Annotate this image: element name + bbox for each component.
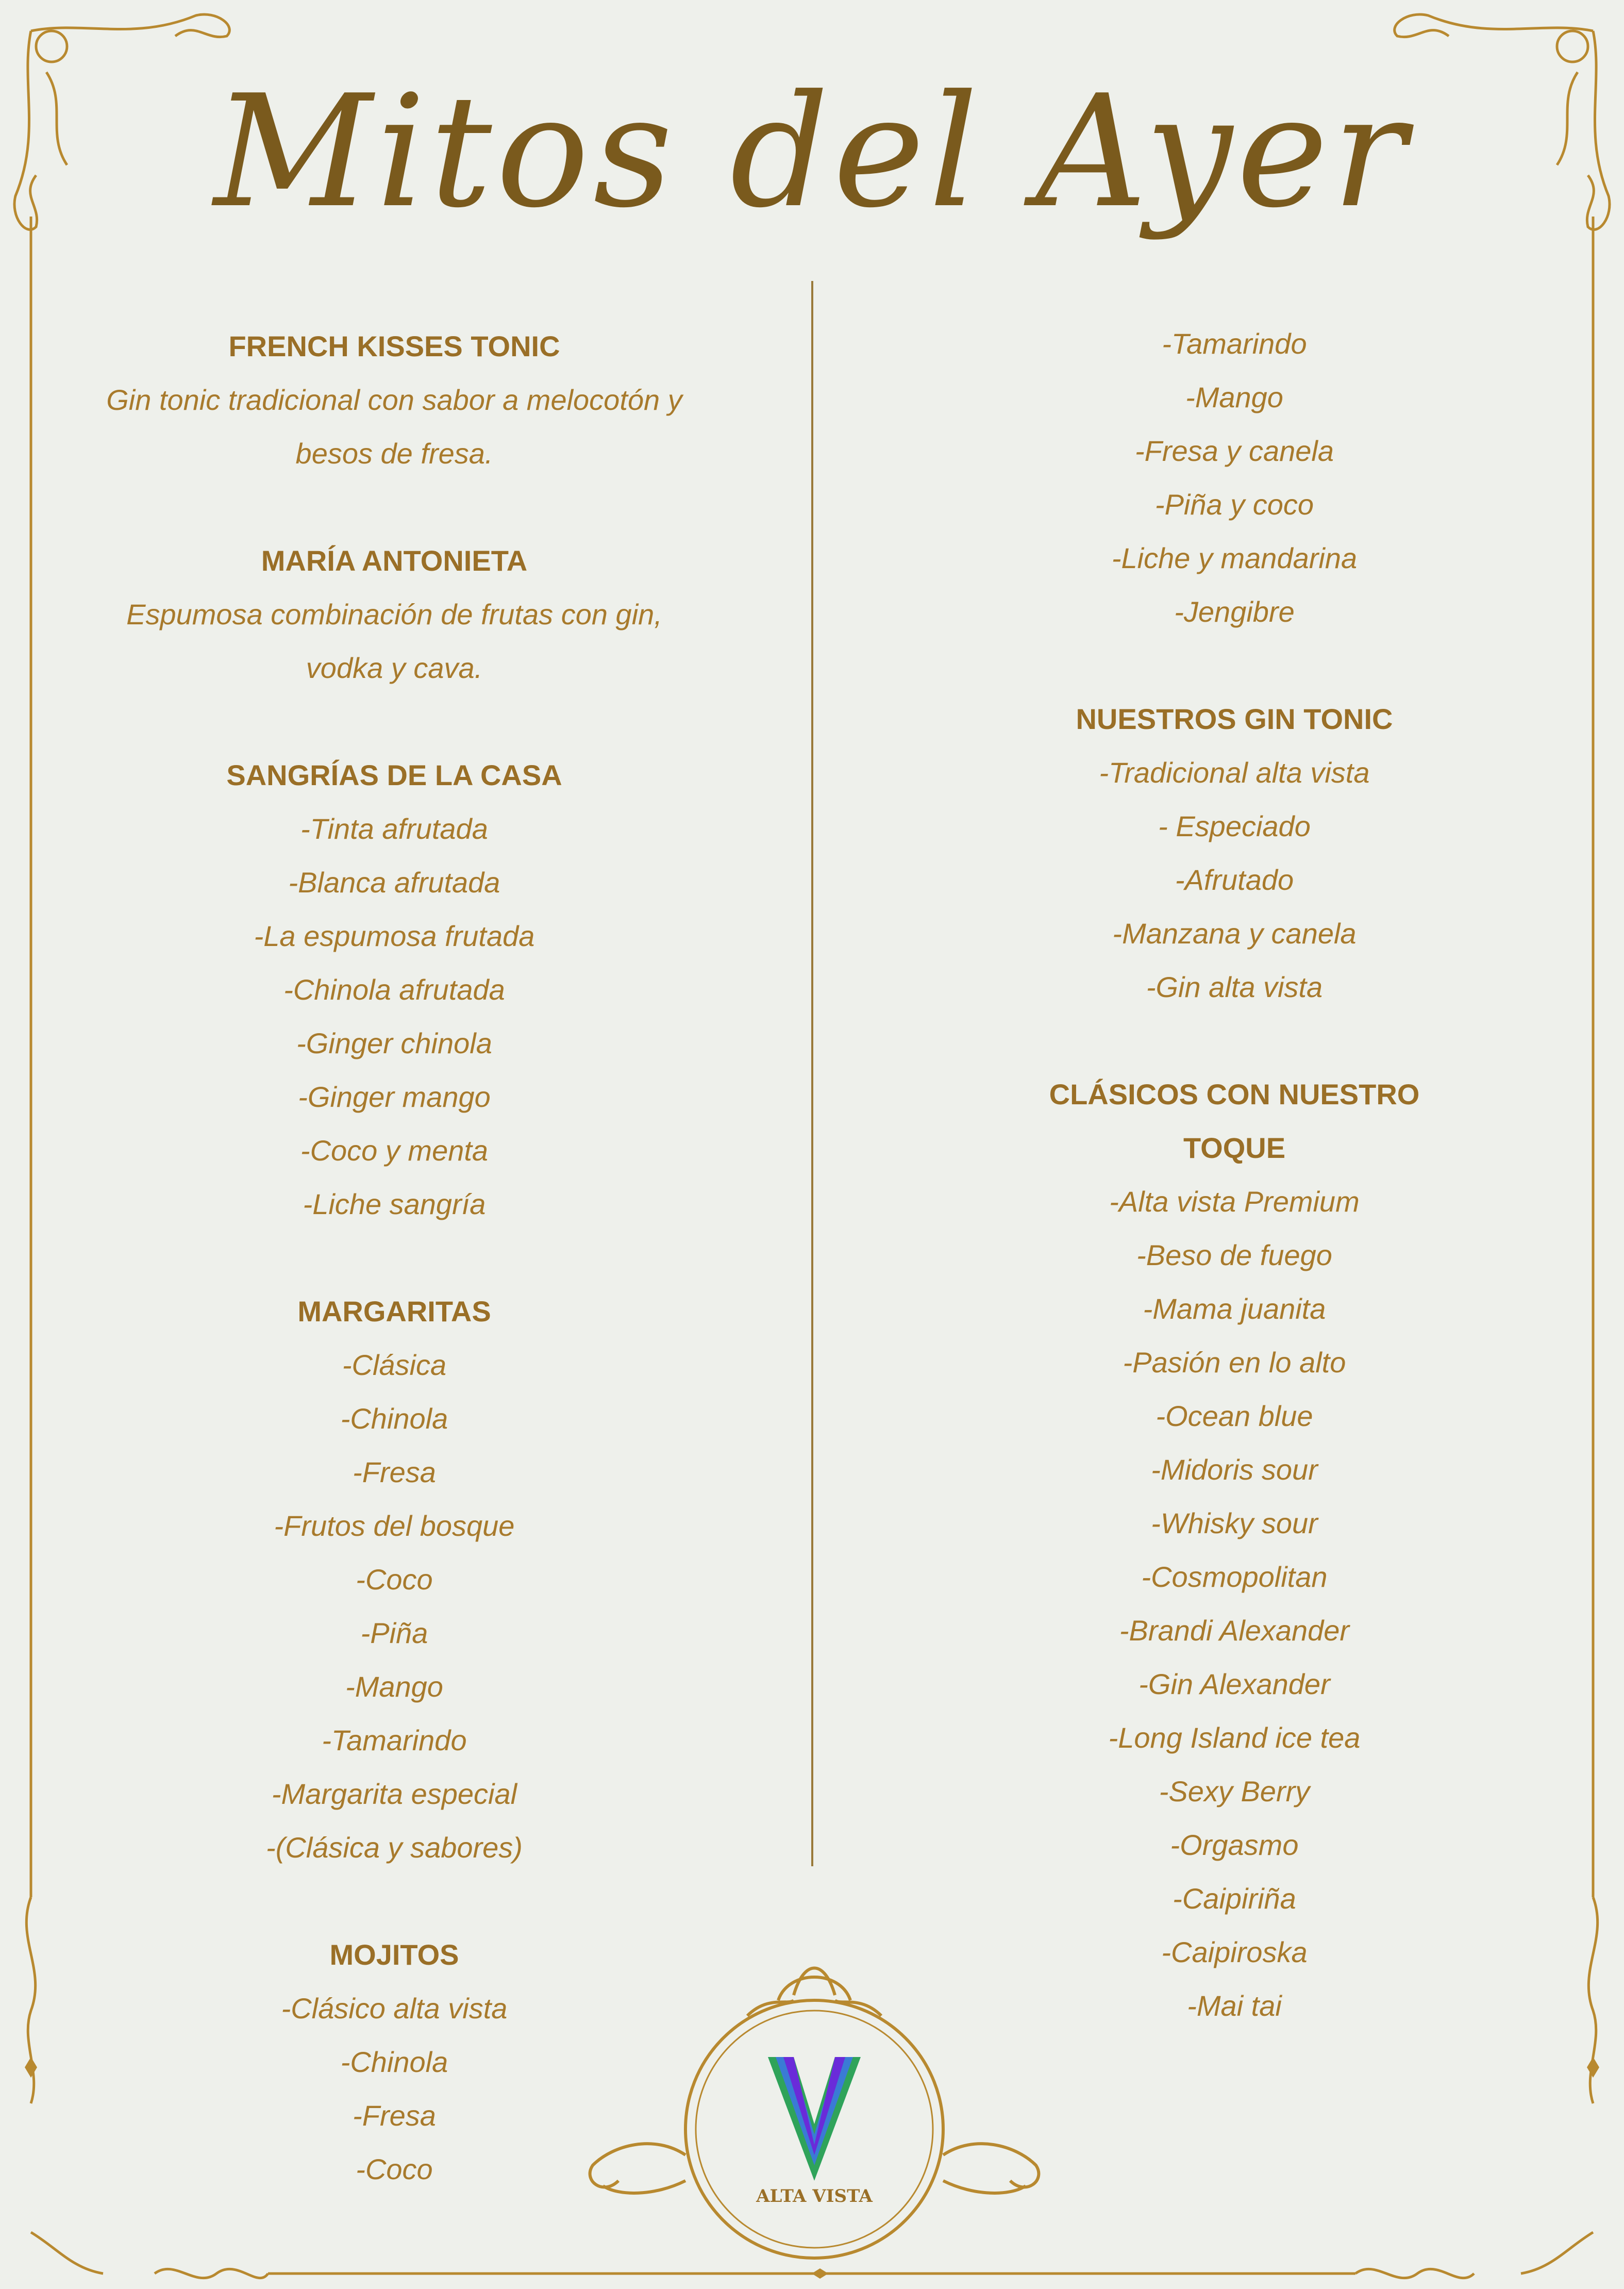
menu-item: -Piña y coco (1154, 488, 1314, 521)
menu-item: -Caipiriña (1173, 1882, 1296, 1915)
section-description: Espumosa combinación de frutas con gin, (126, 598, 662, 631)
menu-item: -Gin alta vista (1146, 971, 1323, 1003)
menu-item: -Mango (1185, 381, 1283, 413)
menu-item: -Whisky sour (1151, 1507, 1318, 1539)
menu-item: -La espumosa frutada (254, 920, 535, 952)
menu-item: -Chinola afrutada (283, 973, 505, 1006)
menu-item: -Cosmopolitan (1141, 1561, 1328, 1593)
menu-item: -Frutos del bosque (274, 1510, 515, 1542)
menu-item: -Liche y mandarina (1111, 542, 1358, 574)
logo-brand-label: ALTA VISTA (756, 2186, 873, 2207)
page-title: Mitos del Ayer (213, 62, 1411, 242)
menu-item: -Liche sangría (303, 1188, 486, 1220)
menu-item: -(Clásica y sabores) (266, 1831, 523, 1864)
menu-item: -Alta vista Premium (1109, 1185, 1360, 1218)
menu-item: -Long Island ice tea (1108, 1721, 1361, 1754)
menu-item: - Especiado (1158, 810, 1311, 842)
menu-item: -Tamarindo (1162, 327, 1307, 360)
section-heading: MARÍA ANTONIETA (261, 544, 528, 577)
menu-item: -Ginger mango (298, 1081, 491, 1113)
menu-item: -Ocean blue (1156, 1400, 1313, 1432)
menu-section (34, 1285, 755, 1875)
menu-section (34, 534, 755, 695)
menu-section (874, 317, 1595, 639)
menu-item: -Mai tai (1187, 1989, 1282, 2022)
menu-section (874, 1068, 1595, 2033)
menu-section (34, 749, 755, 1231)
menu-item: -Coco (356, 2153, 433, 2185)
menu-item: -Tinta afrutada (300, 812, 488, 845)
section-heading: CLÁSICOS CON NUESTRO TOQUE (1049, 1078, 1420, 1164)
menu-item: -Beso de fuego (1136, 1239, 1332, 1271)
menu-item: -Pasión en lo alto (1123, 1346, 1346, 1379)
menu-item: -Margarita especial (271, 1778, 517, 1810)
menu-item: -Chinola (340, 1402, 448, 1435)
section-heading: FRENCH KISSES TONIC (228, 330, 560, 362)
menu-item: -Coco (356, 1563, 433, 1596)
menu-item: -Manzana y canela (1112, 917, 1357, 950)
column-divider (811, 281, 813, 1866)
section-heading: MARGARITAS (297, 1295, 491, 1328)
section-description: besos de fresa. (295, 437, 493, 470)
menu-item: -Chinola (340, 2046, 448, 2078)
menu-item: -Clásico alta vista (281, 1992, 508, 2025)
menu-item: -Fresa (353, 2099, 436, 2132)
v-logo-icon (768, 2057, 861, 2181)
section-description: Gin tonic tradicional con sabor a melocotón y (106, 384, 682, 416)
right-column (874, 317, 1595, 2086)
menu-item: -Fresa (353, 1456, 436, 1488)
menu-item: -Tamarindo (322, 1724, 467, 1756)
menu-section (874, 692, 1595, 1014)
menu-item: -Sexy Berry (1159, 1775, 1310, 1807)
section-heading: NUESTROS GIN TONIC (1076, 703, 1393, 735)
section-heading: MOJITOS (329, 1938, 459, 1971)
menu-item: -Brandi Alexander (1119, 1614, 1350, 1647)
menu-item: -Caipiroska (1161, 1936, 1308, 1968)
menu-item: -Clásica (342, 1349, 447, 1381)
menu-item: -Fresa y canela (1135, 435, 1334, 467)
menu-item: -Piña (360, 1617, 428, 1649)
alta-vista-emblem (572, 1938, 1057, 2268)
section-heading: SANGRÍAS DE LA CASA (226, 759, 562, 791)
menu-item: -Mango (345, 1670, 443, 1703)
menu-item: -Ginger chinola (296, 1027, 492, 1059)
menu-item: -Tradicional alta vista (1099, 756, 1370, 789)
section-description: vodka y cava. (306, 652, 483, 684)
menu-item: -Gin Alexander (1139, 1668, 1330, 1700)
menu-item: -Jengibre (1174, 595, 1295, 628)
menu-item: -Orgasmo (1170, 1829, 1299, 1861)
menu-item: -Mama juanita (1143, 1292, 1326, 1325)
menu-item: -Midoris sour (1151, 1453, 1318, 1486)
menu-section (34, 320, 755, 480)
menu-item: -Coco y menta (300, 1134, 489, 1167)
menu-item: -Afrutado (1175, 864, 1294, 896)
menu-item: -Blanca afrutada (288, 866, 500, 899)
